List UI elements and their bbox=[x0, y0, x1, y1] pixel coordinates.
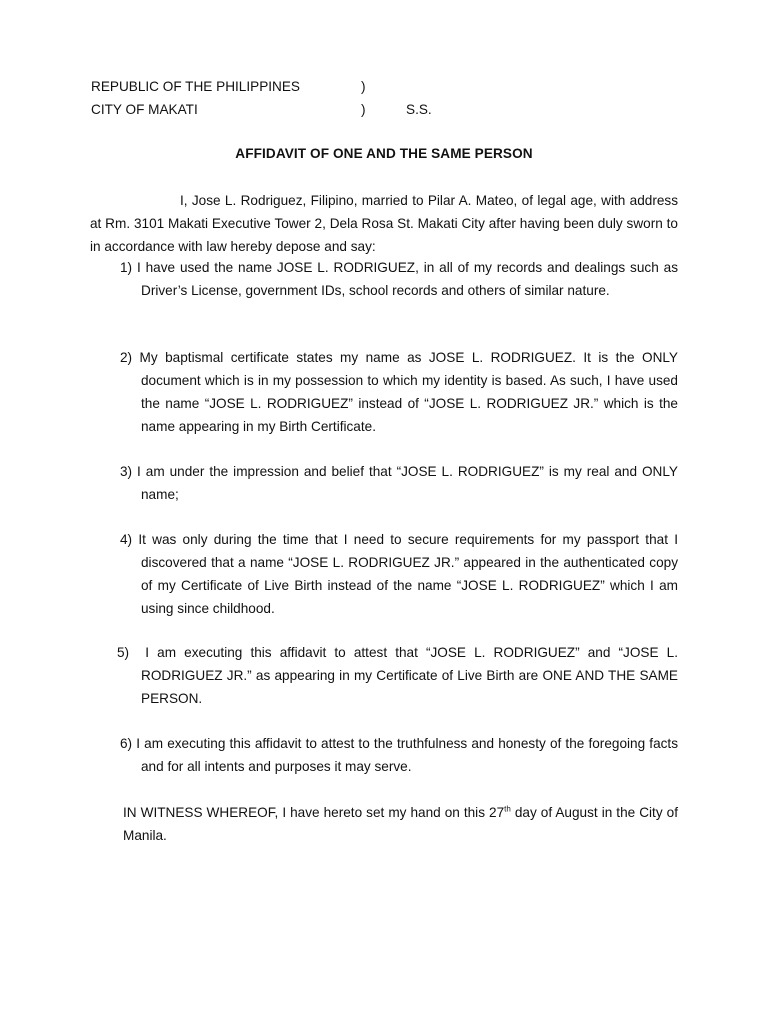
item-number: 1) bbox=[120, 260, 133, 275]
header-republic: REPUBLIC OF THE PHILIPPINES bbox=[91, 79, 300, 94]
list-item bbox=[120, 528, 678, 620]
item-number: 4) bbox=[120, 532, 133, 547]
item-text: I am under the impression and belief that “JOSE L. RODRIGUEZ” is my real and ONLY name; bbox=[137, 464, 678, 502]
item-number: 2) bbox=[120, 350, 133, 365]
item-number: 6) bbox=[120, 736, 133, 751]
list-item bbox=[120, 732, 678, 778]
list-item bbox=[120, 460, 678, 506]
item-text: My baptismal certificate states my name as JOSE L. RODRIGUEZ. It is the ONLY document which is in my possession to which my identity is based. As such, I have used the name “JOSE L. RODRIGUEZ” instead of “JOSE L. RODRIGUEZ JR.” which is the name appearing in my Birth Certificate. bbox=[139, 350, 678, 434]
header-city: CITY OF MAKATI bbox=[91, 102, 198, 117]
header-paren: ) bbox=[361, 102, 366, 117]
header-ss: S.S. bbox=[406, 102, 432, 117]
list-item bbox=[117, 641, 678, 710]
item-number: 5) bbox=[117, 645, 130, 660]
witness-date-suffix: th bbox=[504, 804, 511, 814]
witness-text-after: day of August in the City of Manila. bbox=[123, 805, 678, 843]
intro-paragraph: I, Jose L. Rodriguez, Filipino, married to Pilar A. Mateo, of legal age, with address at Rm. 3101 Makati Executive Tower 2, Dela Rosa St. Makati City after having been duly sworn to in accordance with law hereby depose and say: bbox=[90, 193, 678, 254]
witness-text-before: IN WITNESS WHEREOF, I have hereto set my hand on this 27 bbox=[123, 805, 505, 820]
item-text: I am executing this affidavit to attest that “JOSE L. RODRIGUEZ” and “JOSE L. RODRIGUEZ JR.” as appearing in my Certificate of Live Birth are ONE AND THE SAME PERSON. bbox=[141, 645, 678, 706]
list-item bbox=[120, 256, 678, 302]
header-paren: ) bbox=[361, 79, 366, 94]
item-number: 3) bbox=[120, 464, 133, 479]
item-text: I have used the name JOSE L. RODRIGUEZ, in all of my records and dealings such as Driver’s License, government IDs, school records and others of similar nature. bbox=[136, 260, 678, 298]
item-text: It was only during the time that I need to secure requirements for my passport that I discovered that a name “JOSE L. RODRIGUEZ JR.” appeared in the authenticated copy of my Certificate of Live Birth instead of the name “JOSE L. RODRIGUEZ” which I am using since childhood. bbox=[138, 532, 678, 616]
list-item bbox=[120, 346, 678, 438]
item-text: I am executing this affidavit to attest to the truthfulness and honesty of the foregoing facts and for all intents and purposes it may serve. bbox=[136, 736, 678, 774]
witness-paragraph bbox=[123, 801, 678, 847]
document-title: AFFIDAVIT OF ONE AND THE SAME PERSON bbox=[235, 146, 533, 161]
